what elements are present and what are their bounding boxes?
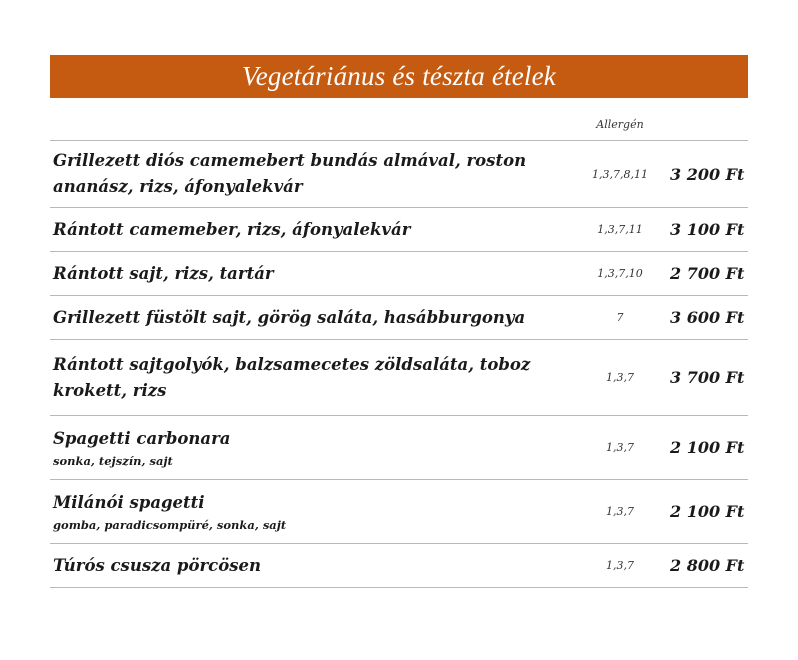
allergen-codes: 1,3,7,11 [597,223,643,236]
dish-name: Spagetti carbonara [53,429,231,448]
allergen-codes: 1,3,7,10 [597,267,643,280]
section-title: Vegetáriánus és tészta ételek [242,61,556,91]
allergen-codes: 1,3,7,8,11 [592,167,648,181]
menu-item-row [50,480,748,544]
menu-item-row [50,252,748,296]
allergen-column-header: Allergén [596,118,644,131]
dish-name: Grillezett diós camemebert bundás almával, roston ananász, rizs, áfonyalekvár [53,151,527,196]
dish-price: 3 600 Ft [670,308,745,327]
menu-item-row [50,416,748,480]
menu-section [50,55,748,588]
dish-name: Rántott sajtgolyók, balzsamecetes zöldsaláta, toboz krokett, rizs [53,354,531,400]
menu-item-row [50,340,748,416]
menu-item-name-cell [50,426,570,469]
dish-name: Túrós csusza pörcösen [53,555,261,575]
allergen-codes: 1,3,7 [606,371,634,384]
dish-price: 2 800 Ft [670,556,745,575]
menu-item-name-cell [50,352,570,404]
dish-name: Milánói spagetti [53,493,205,512]
dish-description: sonka, tejszín, sajt [53,454,173,468]
dish-price: 3 100 Ft [670,220,745,239]
dish-price: 2 100 Ft [670,438,745,457]
dish-price: 2 100 Ft [670,502,745,521]
allergen-codes: 1,3,7 [606,559,634,572]
dish-description: gomba, paradicsompüré, sonka, sajt [53,518,287,532]
menu-item-row [50,141,748,208]
dish-price: 3 700 Ft [670,368,745,387]
allergen-codes: 1,3,7 [606,505,634,518]
dish-name: Rántott camemeber, rizs, áfonyalekvár [53,219,411,239]
menu-item-name-cell [50,148,570,200]
dish-name: Grillezett füstölt sajt, görög saláta, hasábburgonya [53,307,526,327]
allergen-codes: 1,3,7 [606,441,634,454]
menu-item-row [50,544,748,588]
menu-item-name-cell [50,490,570,533]
column-header-row [50,98,748,141]
menu-item-name-cell [50,305,570,331]
menu-item-row [50,208,748,252]
dish-name: Rántott sajt, rizs, tartár [53,263,274,283]
dish-price: 2 700 Ft [670,264,745,283]
menu-item-name-cell [50,217,570,243]
menu-item-name-cell [50,261,570,287]
menu-item-row [50,296,748,340]
section-title-banner [50,55,748,98]
menu-item-name-cell [50,553,570,579]
allergen-codes: 7 [616,311,624,324]
dish-price: 3 200 Ft [670,164,745,184]
